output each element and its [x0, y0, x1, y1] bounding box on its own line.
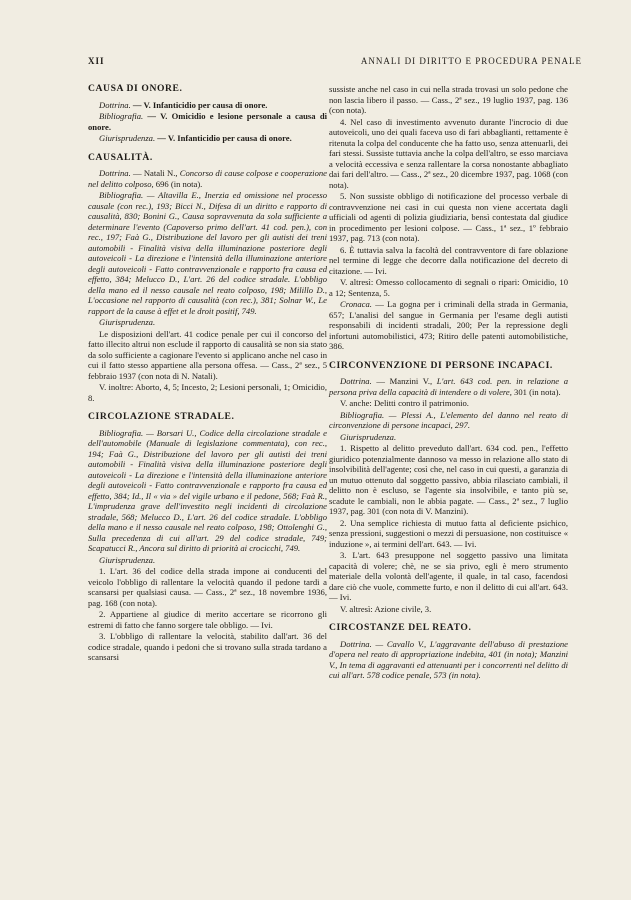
paragraph-continued: sussiste anche nel caso in cui nella strada trovasi un solo pedone che non lascia libero il passo. — Cass., 2ª sez., 19 luglio 1937, pag. 136 (con nota).: [329, 84, 568, 115]
page-number: XII: [88, 56, 105, 66]
running-header: [88, 56, 582, 70]
entry-dottrina: Dottrina. — Natali N., Concorso di cause colpose e cooperazione nel delitto colposo, 696 (in nota).: [88, 168, 327, 189]
heading-circonvenzione: CIRCONVENZIONE DI PERSONE INCAPACI.: [329, 359, 553, 371]
paragraph: 2. Una semplice richiesta di mutuo fatta al deficiente psichico, senza pressioni, suggestioni o mezzi di persuasione, non costituisce « induzione », ai termini dell'art. 643. — Ivi.: [329, 517, 568, 549]
paragraph: 1. Rispetto al delitto preveduto dall'art. 634 cod. pen., l'effetto giuridico potenzialmente dannoso va messo in relazione allo stato di insolvibilità dell'agente; così che, nel caso in cui questi, a garanzia di un mutuo ottenuto dal soggetto passivo, abbia rilasciato cambiali, il delitto non è escluso, se l'agente sia insolvibile, e tanto più se, scadute le cambiali, non le abbia pagate. — Cass., 2ª sez., 7 luglio 1937, pag. 301 (con nota di V. Manzini).: [329, 443, 568, 516]
right-column: [329, 84, 568, 682]
heading-causalita: CAUSALITÀ.: [88, 151, 153, 163]
paragraph: 2. Appartiene al giudice di merito accertare se ricorrono gli estremi di fatto che fanno sorgere tale obbligo. — Ivi.: [88, 609, 327, 630]
paragraph: 5. Non sussiste obbligo di notificazione del processo verbale di contravvenzione nei casi in cui questa non viene accertata dagli ufficiali od agenti di polizia giudiziaria, bensì contestata dal giudice in procedimento per lesioni colpose. — Cass., 1ª sez., 1º febbraio 1937, pag. 713 (con nota).: [329, 191, 568, 243]
paragraph: Le disposizioni dell'art. 41 codice penale per cui il concorso del fatto illecito altrui non esclude il rapporto di causalità se non sia stato da solo sufficiente a cagionare l'evento si applicano anche nel caso in cui il fatto stesso appartiene alla persona offesa. — Cass., 2ª sez., 5 febbraio 1937 (con nota di N. Natali).: [88, 328, 327, 381]
entry-giurisprudenza: Giurisprudenza. — V. Infanticidio per causa di onore.: [99, 133, 292, 143]
paragraph: 6. È tuttavia salva la facoltà del contravventore di fare oblazione nel termine di legge che decorre dalla notificazione del decreto di citazione. — Ivi.: [329, 244, 568, 276]
heading-circostanze-del-reato: CIRCOSTANZE DEL REATO.: [329, 622, 472, 633]
entry-dottrina: Dottrina. — V. Infanticidio per causa di onore.: [99, 99, 268, 110]
entry-bibliografia: Bibliografia. — Plessi A., L'elemento del danno nel reato di circonvenzione di persone incapaci, 297.: [329, 409, 568, 430]
entry-dottrina: Dottrina. — Cavallo V., L'aggravante dell'abuso di prestazione d'opera nel reato di appropriazione indebita, 401 (in nota); Manzini V., In tema di aggravanti ed attenuanti per i concorrenti nel delitto di cui all'art. 578 codice penale, 573 (in nota).: [329, 638, 568, 680]
running-title: ANNALI DI DIRITTO E PROCEDURA PENALE: [360, 56, 582, 66]
entry-bibliografia: Bibliografia. — Altavilla E., Inerzia ed omissione nel processo causale (con rec.), 193; Bicci N., Difesa di un diritto e rapporto di causalità, 830; Bonini G., Causa sopravvenuta da sola sufficiente a determinare l'evento (Capoverso primo dell'art. 41 cod. pen.), con rec., 197; Faà G., Distribuzione del lavoro per gli autisti dei treni automobili - Finalità visiva della illuminazione posteriore degli autoveicoli - La direzione e l'intensità della illuminazione anteriore degli autoveicoli - Fatto contravvenzionale e rapporto fra causa ed effetto, 384; Melucco D., L'art. 26 del codice stradale. L'obbligo della mano ed il nesso causale nel reato colposo, 198; Milillo D., L'occasione nel rapporto di causalità (con rec.), 381; Solnar W., Le rapport de la cause à effet et le droit positif, 749.: [88, 190, 327, 316]
paragraph: 3. L'obbligo di rallentare la velocità, stabilito dall'art. 36 del codice stradale, quando i pedoni che si trovano sulla strada tardano a scansarsi: [88, 631, 327, 662]
entry-bibliografia: Bibliografia. — V. Omicidio e lesione personale a causa di onore.: [88, 111, 327, 132]
see-also: V. anche: Delitti contro il patrimonio.: [340, 398, 469, 408]
paragraph: 3. L'art. 643 presuppone nel soggetto passivo una limitata capacità di volere; chè, ne se sia privo, egli è mero strumento materiale della volontà dell'agente, il quale, in tal caso, facendosi dare ciò che vuole, commette furto, e non il delitto di cui all'art. 643. — Ivi.: [329, 550, 568, 602]
entry-dottrina: Dottrina. — Manzini V., L'art. 643 cod. pen. in relazione a persona priva della capacità di intendere o di volere, 301 (in nota).: [329, 376, 568, 397]
heading-circolazione-stradale: CIRCOLAZIONE STRADALE.: [88, 411, 235, 422]
left-column: [88, 84, 327, 664]
entry-giurisprudenza-label: Giurisprudenza.: [340, 431, 397, 442]
entry-bibliografia: Bibliografia. — Borsari U., Codice della circolazione stradale e dell'automobile (Manuale di legislazione commentata), con rec., 194; Faà G., Distribuzione del lavoro per gli autisti dei treni automobili - Finalità visiva della illuminazione posteriore degli autoveicoli - La direzione e l'intensità della illuminazione anteriore degli autoveicoli - Fatto contravvenzionale e rapporto fra causa ed effetto, 384; Id., Il « via » del vigile urbano e il pedone, 568; Faà R., L'imprudenza grave dell'investito negli incidenti di circolazione stradale, 568; Melucco D., L'art. 26 del codice stradale. L'obbligo della mano e il nesso causale nel reato colposo, 198; Ottolenghi G., Sulla precedenza di cui all'art. 29 del codice stradale, 749; Scapatucci R., Ancora sul diritto di priorità ai crocicchi, 749.: [88, 427, 327, 553]
see-also: V. altresì: Omesso collocamento di segnali o ripari: Omicidio, 10 a 12; Sentenza, 5.: [329, 277, 568, 298]
paragraph: 1. L'art. 36 del codice della strada impone ai conducenti del veicolo l'obbligo di rallentare la velocità quando il pedone tardi a scansarsi per qualsiasi causa. — Cass., 2ª sez., 18 novembre 1936, pag. 168 (con nota).: [88, 566, 327, 608]
heading-causa-di-onore: CAUSA DI ONORE.: [88, 83, 183, 94]
see-also: V. altresì: Azione civile, 3.: [340, 603, 432, 614]
entry-giurisprudenza-label: Giurisprudenza.: [99, 317, 156, 327]
entry-giurisprudenza-label: Giurisprudenza.: [99, 554, 156, 565]
paragraph: 4. Nel caso di investimento avvenuto durante l'incrocio di due autoveicoli, uno dei quali faceva uso di fari abbaglianti, rettamente è ritenuta la colpa del conducente che ha fatto uso, senza attenuarli, dei fari stessi. Sussiste tuttavia anche la colpa dell'altro, se esso marciava a velocità eccessiva e senza rallentare la corsa nonostante abbagliato dai fari dell'altro. — Cass., 2ª sez., 20 dicembre 1937, pag. 1068 (con nota).: [329, 116, 568, 190]
entry-cronaca: Cronaca. — La gogna per i criminali della strada in Germania, 657; L'analisi del sangue in Germania per l'esame degli autisti responsabili di incidenti stradali, 200; Per la repressione degli infortuni automobilistici, 473; Ritiro delle patenti automobilistiche, 386.: [329, 299, 568, 351]
see-also: V. inoltre: Aborto, 4, 5; Incesto, 2; Lesioni personali, 1; Omicidio, 8.: [88, 382, 327, 403]
